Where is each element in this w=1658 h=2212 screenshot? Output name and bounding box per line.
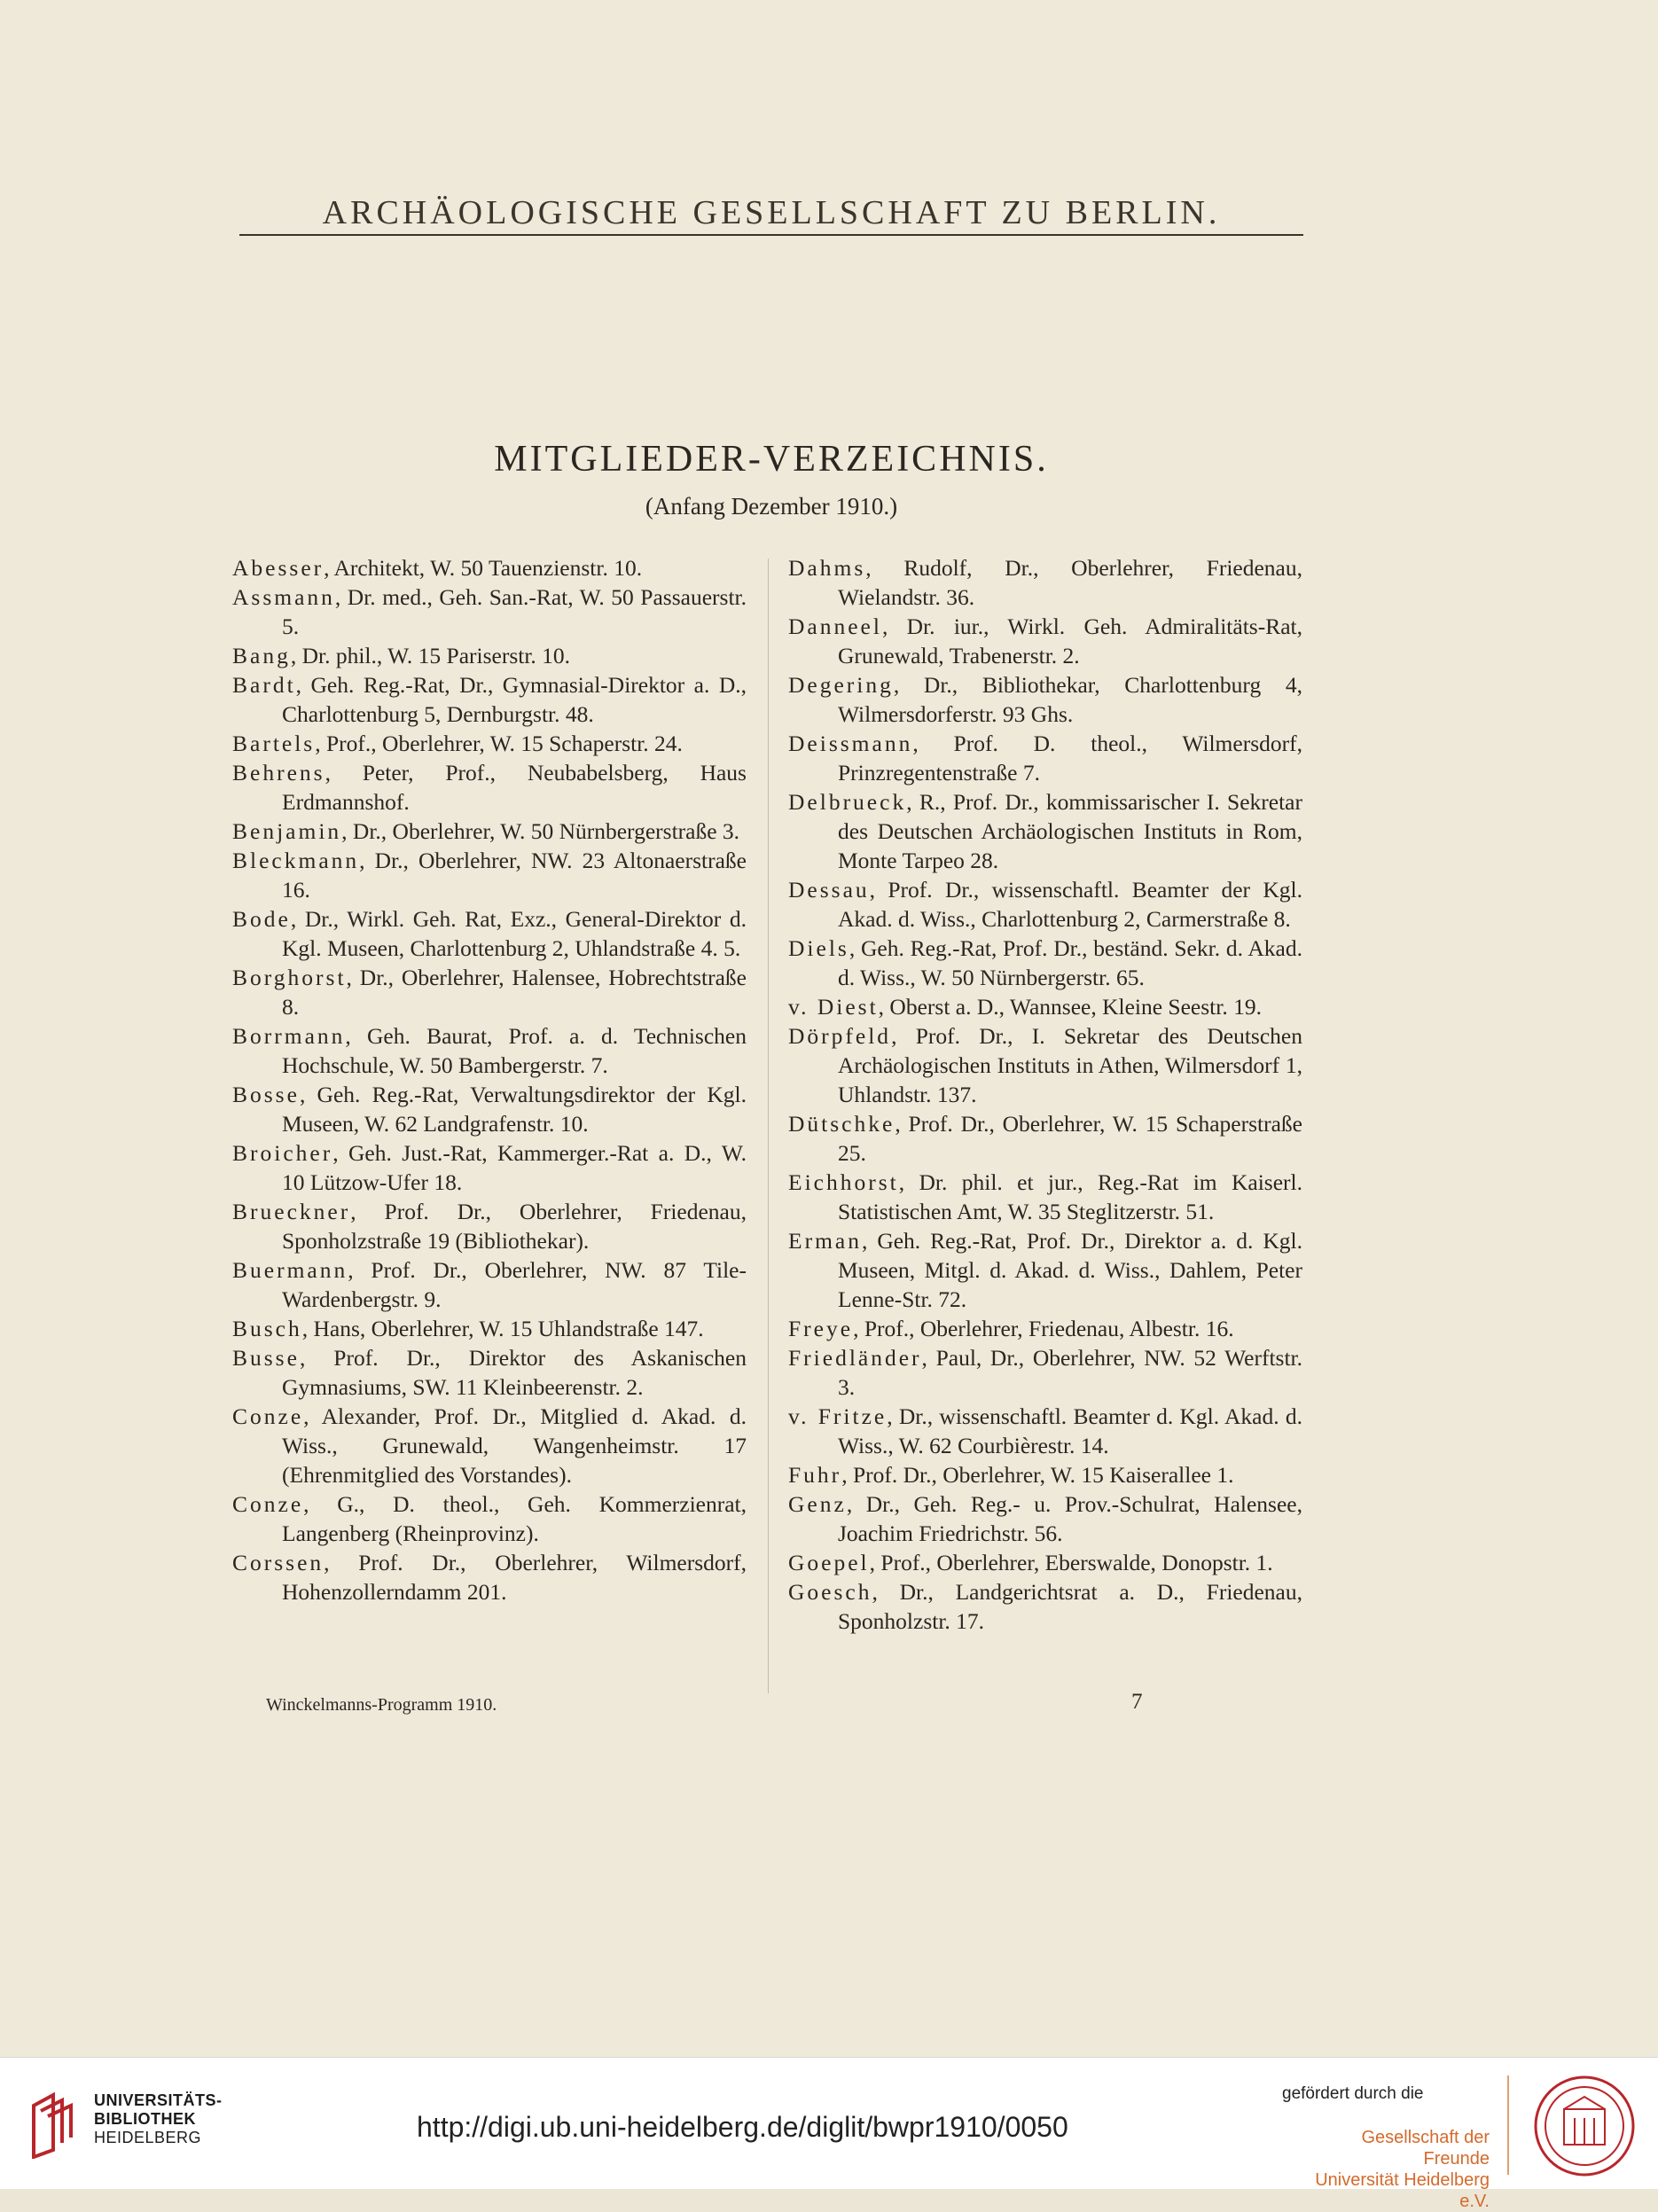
sponsor-divider: [1507, 2075, 1509, 2175]
member-details: , Prof. D. theol., Wilmersdorf, Prinzregentenstraße 7.: [838, 731, 1302, 786]
member-name: Busse: [232, 1345, 300, 1371]
member-entry: [788, 992, 1302, 1021]
member-details: , Prof. Dr., Oberlehrer, W. 15 Schaperstraße 25.: [838, 1111, 1302, 1166]
member-details: , Dr., wissenschaftl. Beamter d. Kgl. Akad. d. Wiss., W. 62 Courbièrestr. 14.: [838, 1403, 1302, 1458]
member-details: , Geh. Reg.-Rat, Prof. Dr., Direktor a. d. Kgl. Museen, Mitgl. d. Akad. d. Wiss., Dahlem, Peter Lenne-Str. 72.: [838, 1228, 1302, 1312]
member-details: , Dr., Oberlehrer, Halensee, Hobrechtstraße 8.: [282, 965, 747, 1020]
member-details: , Geh. Reg.-Rat, Dr., Gymnasial-Direktor a. D., Charlottenburg 5, Dernburgstr. 48.: [282, 672, 747, 727]
column-divider: [768, 559, 769, 1693]
member-entry: [232, 729, 747, 758]
member-entry: [232, 1343, 747, 1402]
library-name[interactable]: [94, 2091, 223, 2147]
member-entry: [232, 1138, 747, 1197]
member-details: , Peter, Prof., Neubabelsberg, Haus Erdmannshof.: [282, 760, 747, 815]
running-title: ARCHÄOLOGISCHE GESELLSCHAFT ZU BERLIN.: [322, 194, 1221, 231]
sponsor-line-1: Gesellschaft der Freunde: [1361, 2128, 1490, 2169]
member-name: Broicher: [232, 1140, 333, 1166]
member-entry: [232, 846, 747, 904]
member-name: Abesser: [232, 555, 325, 581]
member-entry: [232, 758, 747, 817]
member-entry: [232, 1255, 747, 1314]
header-rule: [239, 234, 1303, 236]
member-details: , Dr., Wirkl. Geh. Rat, Exz., General-Direktor d. Kgl. Museen, Charlottenburg 2, Uhlandstraße 4. 5.: [282, 906, 747, 961]
member-entry: [232, 1080, 747, 1138]
member-details: , Dr., Landgerichtsrat a. D., Friedenau, Sponholzstr. 17.: [838, 1579, 1302, 1634]
member-details: , Geh. Reg.-Rat, Prof. Dr., beständ. Sekr. d. Akad. d. Wiss., W. 50 Nürnbergerstr. 65.: [838, 935, 1302, 990]
right-column: [788, 553, 1302, 1636]
member-entry: [232, 1314, 747, 1343]
member-entry: [232, 1489, 747, 1548]
member-name: Friedländer: [788, 1345, 922, 1371]
member-name: Assmann: [232, 584, 335, 610]
member-name: Brueckner: [232, 1199, 351, 1224]
member-name: Delbrueck: [788, 789, 907, 815]
page-number: 7: [1131, 1690, 1143, 1714]
member-details: , Dr., Bibliothekar, Charlottenburg 4, Wilmersdorferstr. 93 Ghs.: [838, 672, 1302, 727]
member-entry: [788, 1548, 1302, 1577]
member-details: , Prof. Dr., Oberlehrer, Wilmersdorf, Hohenzollerndamm 201.: [282, 1550, 747, 1605]
member-entry: [232, 641, 747, 670]
sponsor-name[interactable]: [1294, 2127, 1490, 2212]
page-subtitle: (Anfang Dezember 1910.): [645, 493, 898, 520]
library-line-2: BIBLIOTHEK: [94, 2110, 196, 2128]
sponsor-label: gefördert durch die: [1282, 2084, 1424, 2103]
member-entry: [788, 553, 1302, 612]
member-entry: [788, 875, 1302, 934]
member-name: Danneel: [788, 614, 882, 639]
member-entry: [788, 1314, 1302, 1343]
member-name: Bang: [232, 643, 291, 668]
member-details: , Prof. Dr., I. Sekretar des Deutschen Archäologischen Instituts in Athen, Wilmersdorf 1, Uhlandstr. 137.: [838, 1023, 1302, 1107]
member-name: Buermann: [232, 1257, 348, 1283]
publication-footer: Winckelmanns-Programm 1910.: [266, 1695, 497, 1715]
member-name: Busch: [232, 1316, 302, 1341]
member-name: v. Diest: [788, 994, 879, 1020]
member-details: , Prof., Oberlehrer, W. 15 Schaperstr. 24.: [315, 731, 683, 756]
member-entry: [788, 670, 1302, 729]
member-details: , Prof. Dr., Direktor des Askanischen Gymnasiums, SW. 11 Kleinbeerenstr. 2.: [282, 1345, 747, 1400]
member-name: Conze: [232, 1403, 304, 1429]
member-name: Benjamin: [232, 818, 342, 844]
member-details: , Dr., Oberlehrer, NW. 23 Altonaerstraße 16.: [282, 848, 747, 903]
member-details: , Oberst a. D., Wannsee, Kleine Seestr. 19.: [878, 994, 1262, 1020]
member-details: , Geh. Baurat, Prof. a. d. Technischen Hochschule, W. 50 Bambergerstr. 7.: [282, 1023, 747, 1078]
member-details: , Dr. phil. et jur., Reg.-Rat im Kaiserl. Statistischen Amt, W. 35 Steglitzerstr. 51.: [838, 1169, 1302, 1224]
member-details: , Dr., Geh. Reg.- u. Prov.-Schulrat, Halensee, Joachim Friedrichstr. 56.: [838, 1491, 1302, 1546]
member-name: Behrens: [232, 760, 325, 786]
member-details: , Rudolf, Dr., Oberlehrer, Friedenau, Wielandstr. 36.: [838, 555, 1302, 610]
member-entry: [232, 1548, 747, 1606]
member-entry: [788, 1460, 1302, 1489]
member-name: Dütschke: [788, 1111, 895, 1137]
member-name: Goesch: [788, 1579, 872, 1605]
member-entry: [788, 612, 1302, 670]
member-details: , Prof. Dr., Oberlehrer, NW. 87 Tile-Wardenbergstr. 9.: [282, 1257, 747, 1312]
library-logo-icon[interactable]: [27, 2088, 85, 2159]
member-entry: [232, 1021, 747, 1080]
member-name: Bode: [232, 906, 291, 932]
sponsor-line-2: Universität Heidelberg e.V.: [1315, 2170, 1490, 2211]
member-name: v. Fritze: [788, 1403, 888, 1429]
member-entry: [788, 1021, 1302, 1109]
member-details: , Dr. iur., Wirkl. Geh. Admiralitäts-Rat, Grunewald, Trabenerstr. 2.: [838, 614, 1302, 668]
digitization-bar: [0, 2057, 1658, 2211]
member-name: Dahms: [788, 555, 866, 581]
member-details: , G., D. theol., Geh. Kommerzienrat, Langenberg (Rheinprovinz).: [282, 1491, 747, 1546]
member-details: , Prof., Oberlehrer, Eberswalde, Donopstr. 1.: [869, 1550, 1273, 1575]
member-name: Bosse: [232, 1082, 300, 1107]
member-entry: [232, 963, 747, 1021]
member-details: , Paul, Dr., Oberlehrer, NW. 52 Werftstr. 3.: [838, 1345, 1302, 1400]
member-name: Goepel: [788, 1550, 870, 1575]
page-title: MITGLIEDER-VERZEICHNIS.: [494, 439, 1049, 480]
library-line-3: HEIDELBERG: [94, 2129, 202, 2146]
member-entry: [788, 1109, 1302, 1168]
member-details: , Prof. Dr., Oberlehrer, W. 15 Kaiserallee 1.: [841, 1462, 1234, 1488]
member-name: Dörpfeld: [788, 1023, 892, 1049]
member-name: Deissmann: [788, 731, 913, 756]
member-entry: [788, 1168, 1302, 1226]
member-entry: [232, 817, 747, 846]
member-details: , Dr. phil., W. 15 Pariserstr. 10.: [290, 643, 571, 668]
member-details: , Dr. med., Geh. San.-Rat, W. 50 Passauerstr. 5.: [282, 584, 747, 639]
member-entry: [232, 553, 747, 582]
member-name: Borrmann: [232, 1023, 346, 1049]
member-name: Bartels: [232, 731, 316, 756]
member-name: Genz: [788, 1491, 847, 1517]
member-name: Fuhr: [788, 1462, 842, 1488]
member-entry: [788, 934, 1302, 992]
member-details: , Alexander, Prof. Dr., Mitglied d. Akad. d. Wiss., Grunewald, Wangenheimstr. 17 (Ehrenmitglied des Vorstandes).: [282, 1403, 747, 1488]
member-details: , Prof. Dr., Oberlehrer, Friedenau, Sponholzstraße 19 (Bibliothekar).: [282, 1199, 747, 1254]
member-details: , Geh. Just.-Rat, Kammerger.-Rat a. D., W. 10 Lützow-Ufer 18.: [282, 1140, 747, 1195]
member-entry: [788, 1402, 1302, 1460]
member-details: , R., Prof. Dr., kommissarischer I. Sekretar des Deutschen Archäologischen Instituts in Rom, Monte Tarpeo 28.: [838, 789, 1302, 873]
member-name: Degering: [788, 672, 894, 698]
permalink-url[interactable]: http://digi.ub.uni-heidelberg.de/diglit/bwpr1910/0050: [417, 2111, 1068, 2143]
library-line-1: UNIVERSITÄTS-: [94, 2091, 223, 2109]
member-entry: [788, 1489, 1302, 1548]
member-details: , Hans, Oberlehrer, W. 15 Uhlandstraße 147.: [301, 1316, 704, 1341]
member-name: Corssen: [232, 1550, 325, 1575]
member-entry: [232, 582, 747, 641]
member-name: Conze: [232, 1491, 304, 1517]
member-name: Bleckmann: [232, 848, 360, 873]
member-details: , Prof. Dr., wissenschaftl. Beamter der Kgl. Akad. d. Wiss., Charlottenburg 2, Carmerstraße 8.: [838, 877, 1302, 932]
member-details: , Architekt, W. 50 Tauenzienstr. 10.: [324, 555, 643, 581]
left-column: [232, 553, 747, 1606]
member-entry: [232, 1197, 747, 1255]
member-name: Borghorst: [232, 965, 347, 990]
member-entry: [788, 729, 1302, 787]
member-name: Freye: [788, 1316, 854, 1341]
member-entry: [232, 1402, 747, 1489]
member-entry: [232, 904, 747, 963]
member-entry: [788, 1343, 1302, 1402]
university-seal-icon[interactable]: [1532, 2074, 1637, 2178]
member-entry: [788, 787, 1302, 875]
member-entry: [788, 1577, 1302, 1636]
member-name: Dessau: [788, 877, 870, 903]
member-name: Bardt: [232, 672, 296, 698]
member-details: , Prof., Oberlehrer, Friedenau, Albestr. 16.: [853, 1316, 1234, 1341]
member-name: Erman: [788, 1228, 862, 1254]
member-name: Diels: [788, 935, 849, 961]
member-name: Eichhorst: [788, 1169, 899, 1195]
member-entry: [232, 670, 747, 729]
member-entry: [788, 1226, 1302, 1314]
member-details: , Dr., Oberlehrer, W. 50 Nürnbergerstraße 3.: [341, 818, 740, 844]
member-details: , Geh. Reg.-Rat, Verwaltungsdirektor der Kgl. Museen, W. 62 Landgrafenstr. 10.: [282, 1082, 747, 1137]
